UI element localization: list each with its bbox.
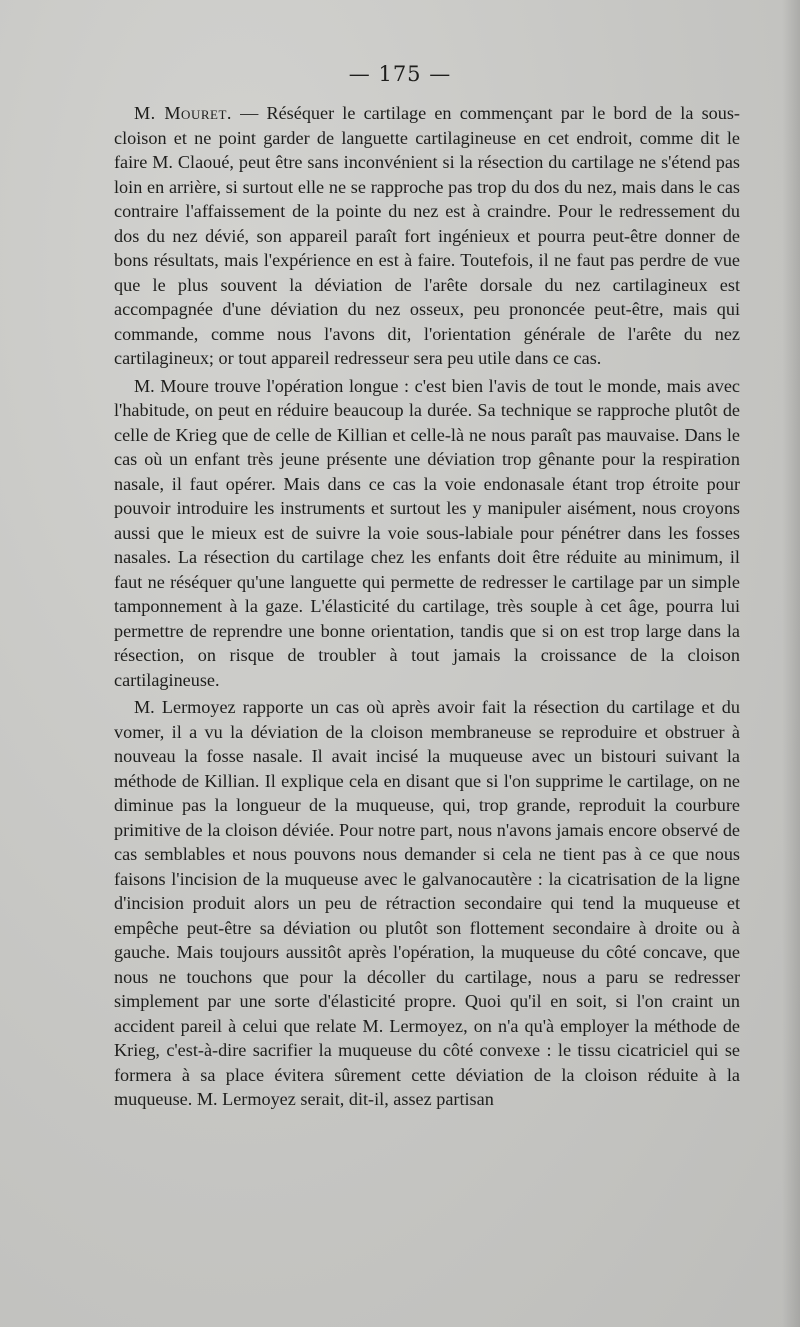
paragraph-text: — Réséquer le cartilage en commençant par le bord de la sous-cloison et ne point garder de languette cartilagineuse en cet endroit, comme dit le faire M. Claoué, peut être sans inconvénient si la résection du cartilage ne s'étend pas loin en arrière, si surtout elle ne se rapproche pas trop du dos du nez, mais dans le cas contraire l'affaissement de la pointe du nez est à craindre. Pour le redressement du dos du nez dévié, son appareil paraît fort ingénieux et pourra peut-être donner de bons résultats, mais l'expérience en est à faire. Toutefois, il ne faut pas perdre de vue que le plus souvent la déviation de l'arête dorsale du nez cartilagineux est accompagnée d'une déviation du nez osseux, peu prononcée peut-être, mais qui commande, comme nous l'avons dit, l'orientation générale de l'arête du nez cartilagineux; or tout appareil redresseur sera peu utile dans ce cas.: [114, 103, 740, 368]
paragraph-text: M. Lermoyez rapporte un cas où après avoir fait la résection du cartilage et du vomer, il a vu la déviation de la cloison membraneuse se reproduire et obstruer à nouveau la fosse nasale. Il avait incisé la muqueuse avec un bistouri suivant la méthode de Killian. Il explique cela en disant que si l'on supprime le cartilage, on ne diminue pas la longueur de la muqueuse, qui, trop grande, reproduit la courbure primitive de la cloison déviée. Pour notre part, nous n'avons jamais encore observé de cas semblables et nous pouvons nous demander si cela ne tient pas à ce que nous faisons l'incision de la muqueuse avec le galvanocautère : la cicatrisation de la ligne d'incision produit alors un peu de rétraction secondaire qui tend la muqueuse et empêche peut-être sa déviation ou plutôt son flottement secondaire à droite ou à gauche. Mais toujours aussitôt après l'opération, la muqueuse du côté concave, que nous ne touchons que pour la décoller du cartilage, nous a paru se redresser simplement par une sorte d'élasticité propre. Quoi qu'il en soit, si l'on craint un accident pareil à celui que relate M. Lermoyez, on n'a qu'à employer la méthode de Krieg, c'est-à-dire sacrifier la muqueuse du côté convexe : le tissu cicatriciel qui se formera à sa place évitera sûrement cette déviation de la cloison réduite à la muqueuse. M. Lermoyez serait, dit-il, assez partisan: [114, 697, 740, 1109]
page-number: — 175 —: [348, 62, 452, 86]
paragraph-lermoyez: [114, 695, 740, 1112]
speaker-name: M. Mouret.: [134, 103, 232, 123]
paragraph-mouret: [114, 101, 740, 371]
paragraph-moure: [114, 374, 740, 693]
body-text: [114, 101, 740, 1115]
page-edge-shadow: [782, 0, 800, 1327]
paragraph-text: M. Moure trouve l'opération longue : c'est bien l'avis de tout le monde, mais avec l'habitude, on peut en réduire beaucoup la durée. Sa technique se rapproche plutôt de celle de Krieg que de celle de Killian et celle-là ne nous paraît pas mauvaise. Dans le cas où un enfant très jeune présente une déviation trop gênante pour la respiration nasale, il faut opérer. Mais dans ce cas la voie endonasale étant trop étroite pour pouvoir introduire les instruments et surtout les y manipuler aisément, nous croyons aussi que le mieux est de suivre la voie sous-labiale pour pénétrer dans les fosses nasales. La résection du cartilage chez les enfants doit être réduite au minimum, il faut ne réséquer qu'une languette qui permette de redresser le cartilage par un simple tamponnement à la gaze. L'élasticité du cartilage, très souple à cet âge, pourra lui permettre de reprendre une bonne orientation, tandis que si on est trop large dans la résection, on risque de troubler à tout jamais la croissance de la cloison cartilagineuse.: [114, 375, 740, 690]
